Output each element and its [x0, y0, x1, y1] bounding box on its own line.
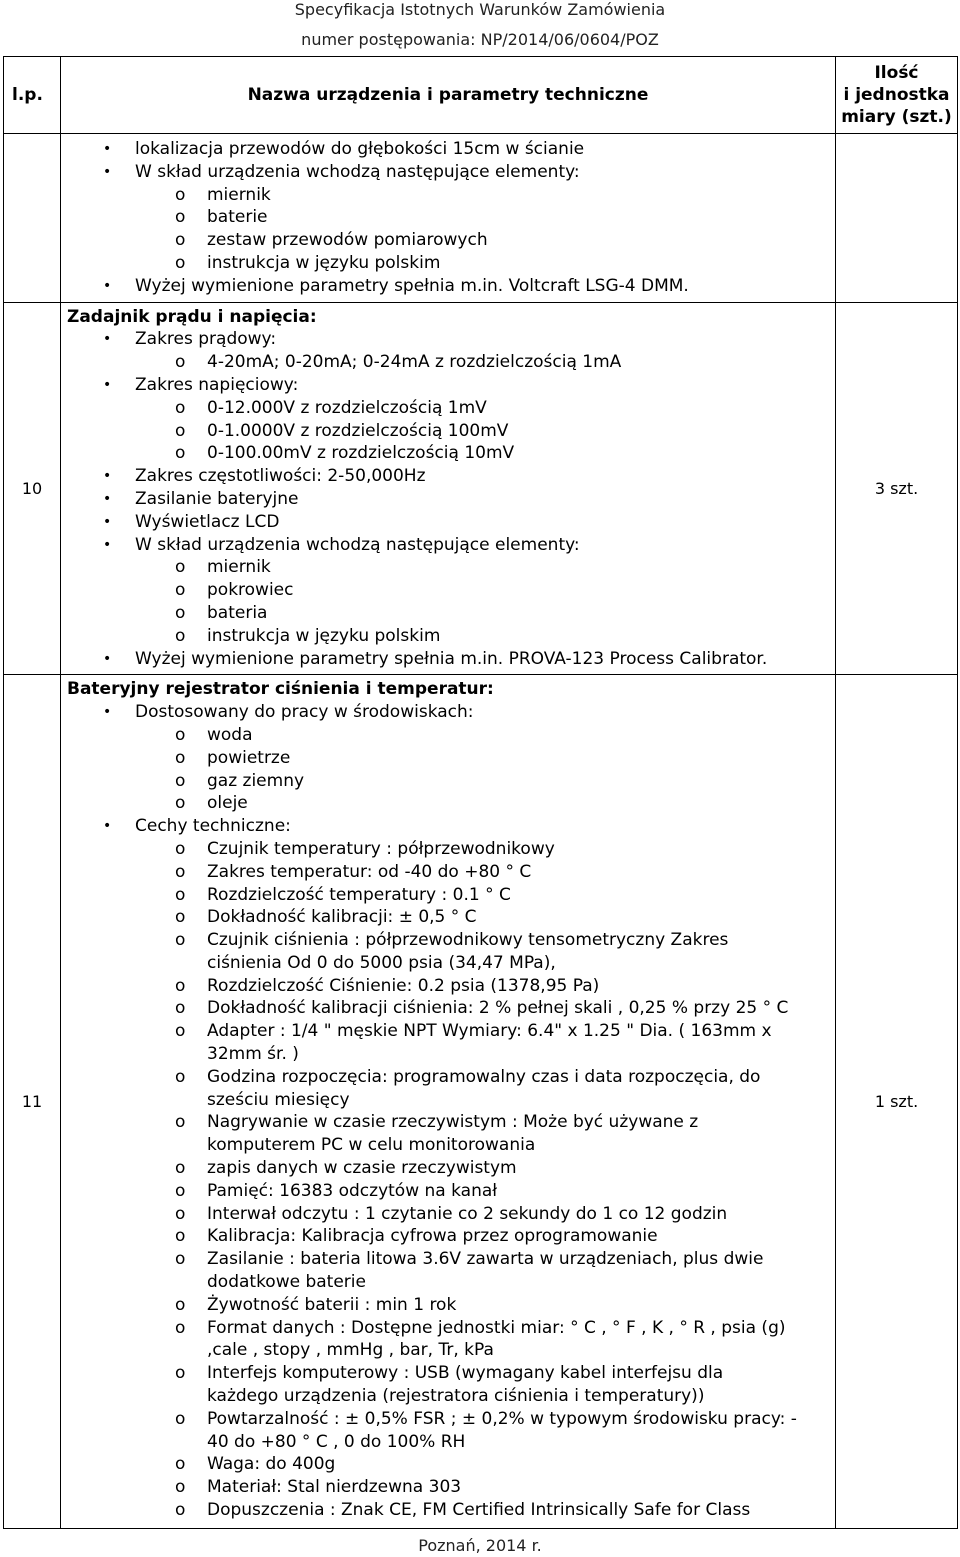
list-item: o 4-20mA; 0-20mA; 0-24mA z rozdzielczością 1mA	[67, 351, 831, 374]
list-item: o zapis danych w czasie rzeczywistym	[67, 1157, 831, 1180]
item-heading: Bateryjny rejestrator ciśnienia i temperatur:	[67, 679, 494, 700]
list-item: • Wyżej wymienione parametry spełnia m.in. Voltcraft LSG-4 DMM.	[67, 275, 831, 298]
list-item: • Zakres napięciowy:	[67, 374, 831, 397]
table-row	[4, 302, 958, 675]
list-item: o oleje	[67, 792, 831, 815]
list-item: o bateria	[67, 602, 831, 625]
list-item: • Zakres prądowy:	[67, 328, 831, 351]
row-number: 10	[4, 302, 61, 675]
list-item: o miernik	[67, 184, 831, 207]
list-item: o Waga: do 400g	[67, 1453, 831, 1476]
footer-place-date: Poznań, 2014 r.	[418, 1536, 542, 1555]
list-item: 32mm śr. )	[207, 1044, 299, 1065]
list-item: o Dokładność kalibracji: ± 0,5 ° C	[67, 906, 831, 929]
list-item: ciśnienia Od 0 do 5000 psia (34,47 MPa),	[207, 952, 556, 973]
list-item: każdego urządzenia (rejestratora ciśnienia i temperatury))	[207, 1386, 705, 1407]
list-item: o powietrze	[67, 747, 831, 770]
list-item: • Cechy techniczne:	[67, 815, 831, 838]
list-item: 40 do +80 ° C , 0 do 100% RH	[207, 1431, 466, 1452]
list-item: ,cale , stopy , mmHg , bar, Tr, kPa	[207, 1340, 494, 1361]
list-item: o Dokładność kalibracji ciśnienia: 2 % pełnej skali , 0,25 % przy 25 ° C	[67, 997, 831, 1020]
row-quantity: 3 szt.	[836, 302, 958, 675]
col-header-qty	[836, 57, 958, 134]
list-item: • lokalizacja przewodów do głębokości 15cm w ścianie	[67, 138, 831, 161]
list-item: sześciu miesięcy	[207, 1089, 350, 1110]
list-item: o 0-12.000V z rozdzielczością 1mV	[67, 397, 831, 420]
list-item: • Wyświetlacz LCD	[67, 511, 831, 534]
table-header-row	[4, 57, 958, 134]
list-item: o Czujnik ciśnienia : półprzewodnikowy tensometryczny Zakres	[67, 929, 831, 952]
row-description	[61, 302, 836, 675]
list-item: o gaz ziemny	[67, 770, 831, 793]
list-item: o woda	[67, 724, 831, 747]
list-item: • Zakres częstotliwości: 2-50,000Hz	[67, 465, 831, 488]
col-header-lp: l.p.	[4, 57, 61, 134]
item-heading: Zadajnik prądu i napięcia:	[67, 306, 317, 327]
list-item: o baterie	[67, 206, 831, 229]
list-item: o Materiał: Stal nierdzewna 303	[67, 1476, 831, 1499]
list-item: o Interwał odczytu : 1 czytanie co 2 sekundy do 1 co 12 godzin	[67, 1203, 831, 1226]
row-quantity	[836, 134, 958, 303]
list-item: o Nagrywanie w czasie rzeczywistym : Może być używane z	[67, 1111, 831, 1134]
list-item: o instrukcja w języku polskim	[67, 252, 831, 275]
list-item: o 0-100.00mV z rozdzielczością 10mV	[67, 442, 831, 465]
col-header-qty-line-3: miary (szt.)	[841, 107, 952, 127]
list-item: • W skład urządzenia wchodzą następujące elementy:	[67, 161, 831, 184]
list-item: o Rozdzielczość Ciśnienie: 0.2 psia (1378,95 Pa)	[67, 975, 831, 998]
col-header-qty-line-1: Ilość	[874, 63, 919, 83]
row-description	[61, 675, 836, 1528]
row-quantity: 1 szt.	[836, 675, 958, 1528]
list-item: o pokrowiec	[67, 579, 831, 602]
list-item: o Czujnik temperatury : półprzewodnikowy	[67, 838, 831, 861]
table-row	[4, 134, 958, 303]
row-description	[61, 134, 836, 303]
list-item: o zestaw przewodów pomiarowych	[67, 229, 831, 252]
list-item: • W skład urządzenia wchodzą następujące elementy:	[67, 534, 831, 557]
list-item: o Adapter : 1/4 " męskie NPT Wymiary: 6.4" x 1.25 " Dia. ( 163mm x	[67, 1020, 831, 1043]
list-item: o Godzina rozpoczęcia: programowalny czas i data rozpoczęcia, do	[67, 1066, 831, 1089]
list-item: o 0-1.0000V z rozdzielczością 100mV	[67, 420, 831, 443]
list-item: o Rozdzielczość temperatury : 0.1 ° C	[67, 884, 831, 907]
list-item: o Zakres temperatur: od -40 do +80 ° C	[67, 861, 831, 884]
procedure-number: numer postępowania: NP/2014/06/0604/POZ	[301, 30, 659, 49]
list-item: • Zasilanie bateryjne	[67, 488, 831, 511]
list-item: o Żywotność baterii : min 1 rok	[67, 1294, 831, 1317]
list-item: o Zasilanie : bateria litowa 3.6V zawarta w urządzeniach, plus dwie	[67, 1248, 831, 1271]
table-row	[4, 675, 958, 1528]
list-item: dodatkowe baterie	[207, 1272, 366, 1293]
list-item: o miernik	[67, 556, 831, 579]
col-header-qty-line-2: i jednostka	[843, 85, 950, 105]
list-item: o Dopuszczenia : Znak CE, FM Certified Intrinsically Safe for Class	[67, 1499, 831, 1522]
col-header-name: Nazwa urządzenia i parametry techniczne	[61, 57, 836, 134]
list-item: • Dostosowany do pracy w środowiskach:	[67, 701, 831, 724]
list-item: o Powtarzalność : ± 0,5% FSR ; ± 0,2% w typowym środowisku pracy: -	[67, 1408, 831, 1431]
list-item: o Pamięć: 16383 odczytów na kanał	[67, 1180, 831, 1203]
list-item: o Kalibracja: Kalibracja cyfrowa przez oprogramowanie	[67, 1225, 831, 1248]
row-number: 11	[4, 675, 61, 1528]
list-item: o instrukcja w języku polskim	[67, 625, 831, 648]
row-number	[4, 134, 61, 303]
list-item: komputerem PC w celu monitorowania	[207, 1135, 536, 1156]
document-title: Specyfikacja Istotnych Warunków Zamówienia	[294, 0, 666, 19]
list-item: • Wyżej wymienione parametry spełnia m.in. PROVA-123 Process Calibrator.	[67, 648, 831, 671]
list-item: o Format danych : Dostępne jednostki miar: ° C , ° F , K , ° R , psia (g)	[67, 1317, 831, 1340]
specification-table	[3, 56, 958, 1529]
list-item: o Interfejs komputerowy : USB (wymagany kabel interfejsu dla	[67, 1362, 831, 1385]
